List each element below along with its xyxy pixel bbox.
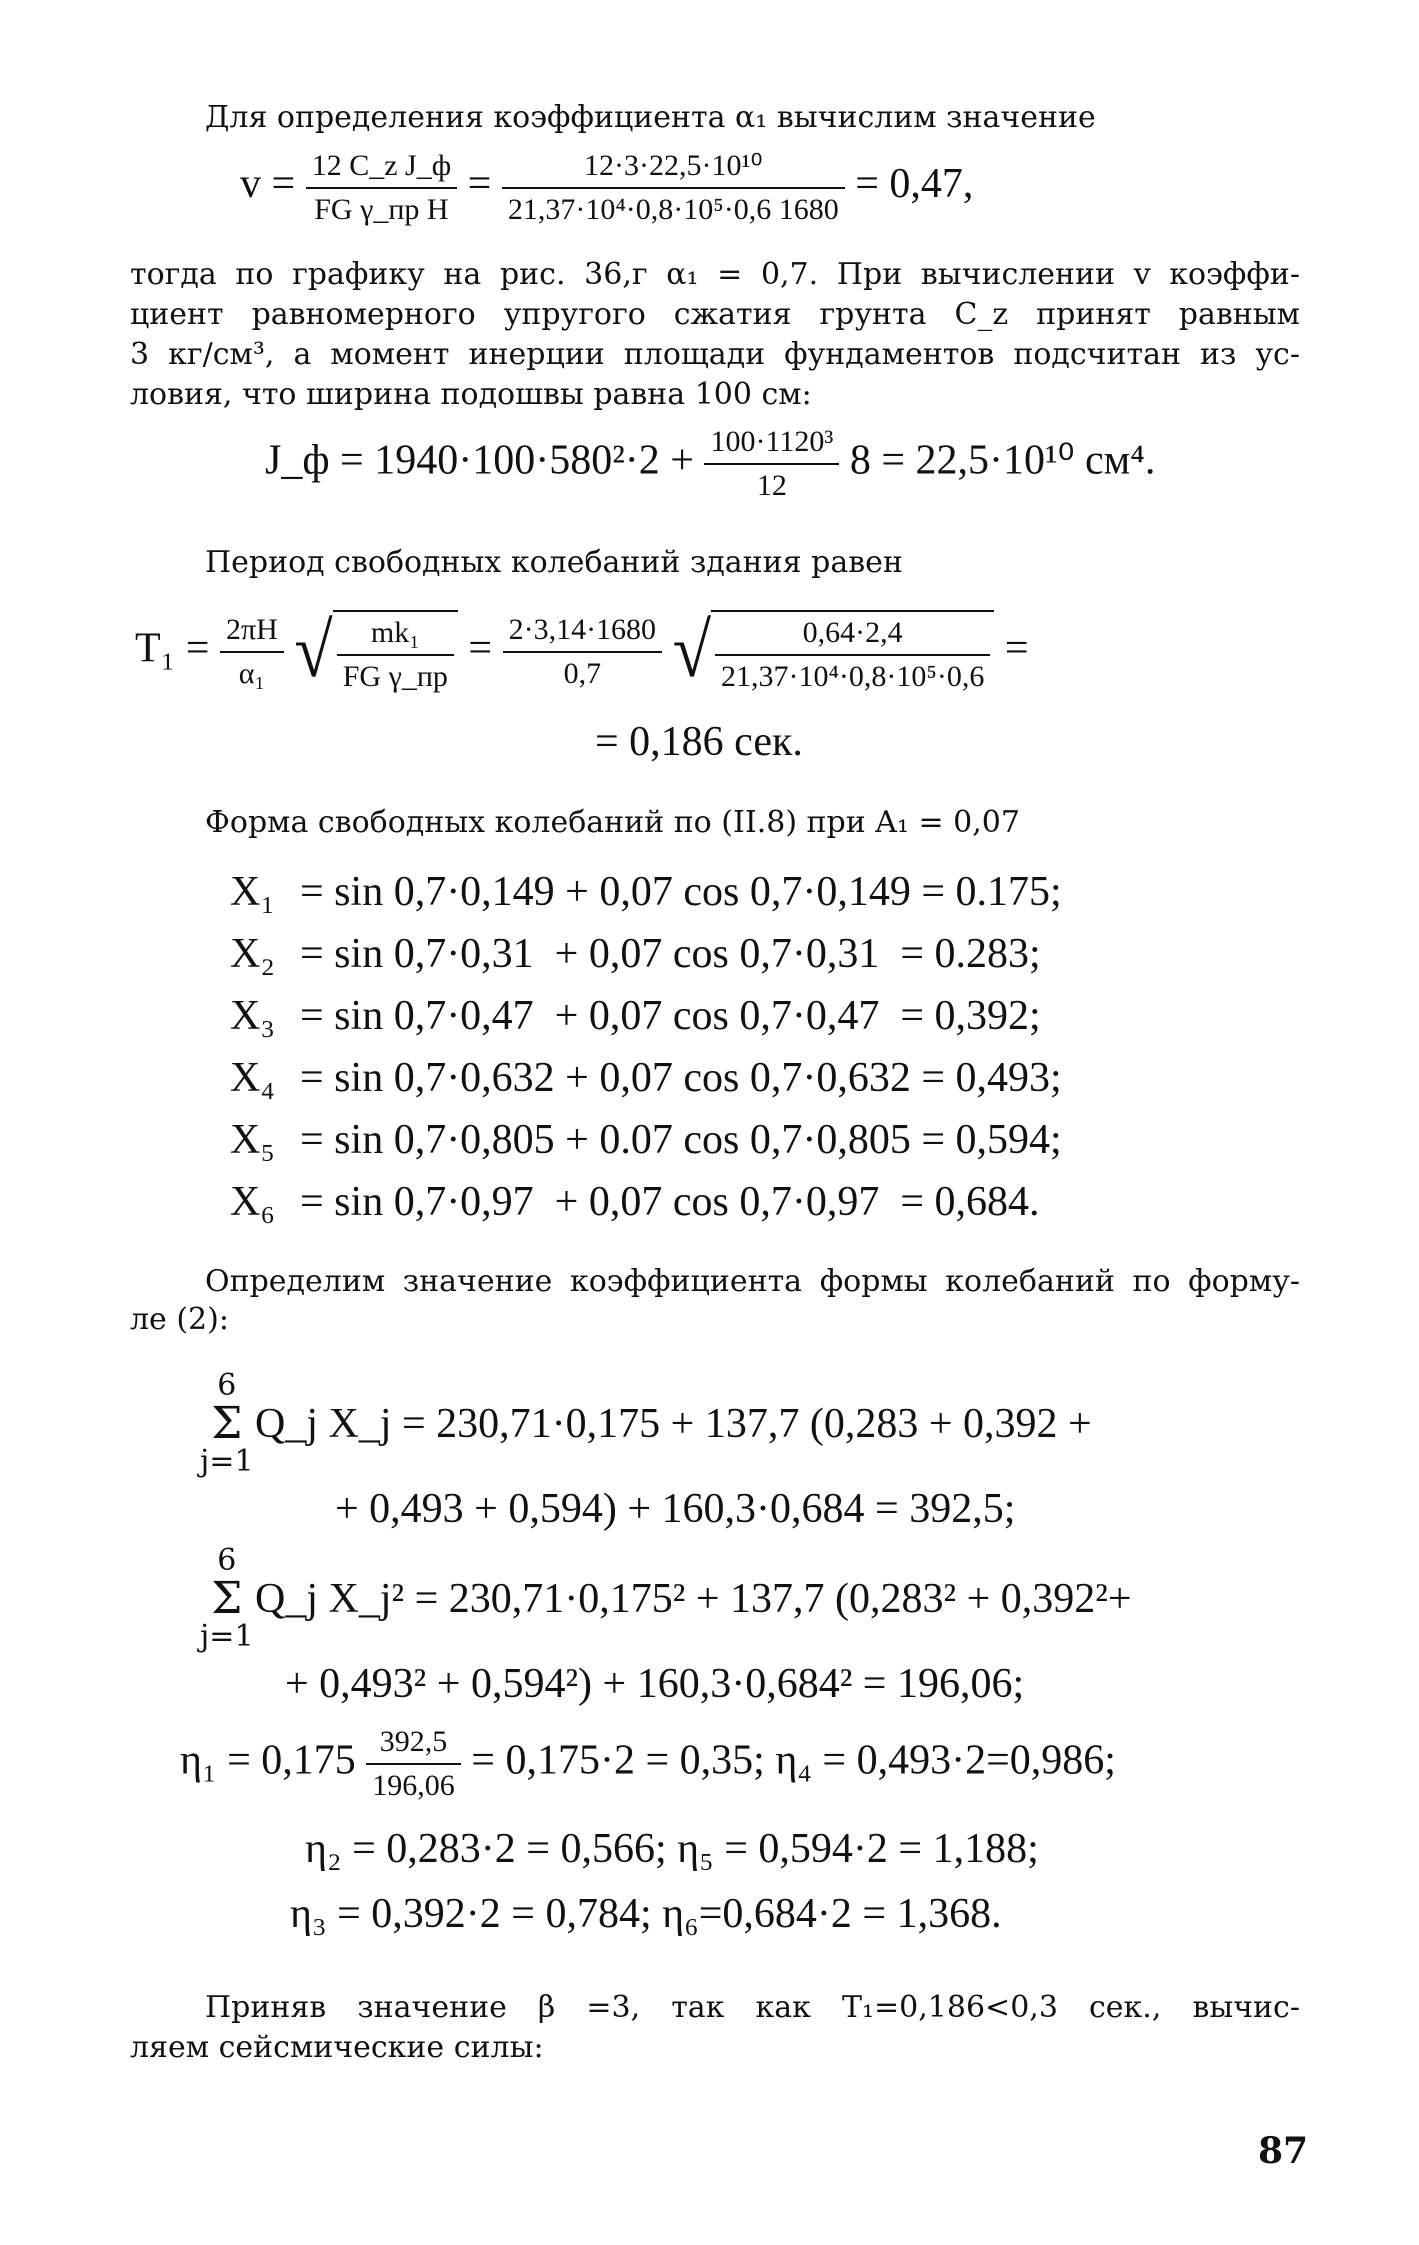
eta-row-1	[180, 1725, 1116, 1803]
x-row-expr: = sin 0,7·0,149 + 0,07 cos 0,7·0,149 = 0.175;	[300, 869, 1062, 915]
eq-T-den3: 0,7	[563, 657, 602, 690]
eq-T-sqrt2	[673, 610, 995, 694]
eq-T-den2: FG γ_пр	[342, 660, 448, 693]
x-row-expr: = sin 0,7·0,31 + 0,07 cos 0,7·0,31 = 0.283;	[300, 931, 1041, 977]
x-row	[230, 992, 1041, 1040]
p5-line1: Определим значение коэффициента формы колебаний по форму-	[205, 1264, 1300, 1299]
sigma-icon: Σ	[211, 1573, 243, 1624]
eq-v-frac1	[306, 149, 457, 227]
paragraph-6	[205, 1990, 1300, 2025]
x-row-lhs: X₄	[230, 1055, 275, 1101]
p2-line4: ловия, что ширина подошвы равна 100 см:	[130, 377, 812, 412]
eq-T-eq2: =	[1004, 625, 1029, 672]
paragraph-intro: Для определения коэффициента α₁ вычислим значение	[205, 100, 1096, 135]
sum2-operator	[200, 1545, 254, 1653]
x-row	[230, 1116, 1062, 1164]
eq-J-lhs: J_ф = 1940·100·580²·2 +	[265, 437, 694, 484]
x-row-lhs: X₅	[230, 1117, 275, 1163]
eq-T-frac3	[503, 613, 662, 691]
equation-v	[240, 148, 973, 227]
sum2-line1: Q_j X_j² = 230,71·0,175² + 137,7 (0,283² + 0,392²+	[255, 1576, 1132, 1622]
eq-T-num1: 2πH	[220, 613, 284, 653]
eq-T-den1: α₁	[238, 657, 265, 690]
sum1-line1: Q_j X_j = 230,71·0,175 + 137,7 (0,283 + 0,392 +	[255, 1401, 1092, 1447]
eq-v-den1: FG γ_пр H	[314, 192, 449, 226]
eq-v-num1: 12 C_z J_ф	[306, 149, 457, 189]
x-row-expr: = sin 0,7·0,805 + 0.07 cos 0,7·0,805 = 0,594;	[300, 1117, 1062, 1163]
eq-J-num: 100·1120³	[704, 425, 839, 465]
eq-T-eq1: =	[468, 625, 493, 672]
sum1-top: 6	[217, 1368, 237, 1403]
sum1-line2: + 0,493 + 0,594) + 160,3·0,684 = 392,5;	[335, 1486, 1016, 1532]
eq-T-den4: 21,37·10⁴·0,8·10⁵·0,6	[720, 660, 985, 693]
eta-row-2: η₂ = 0,283·2 = 0,566; η₅ = 0,594·2 = 1,188;	[305, 1826, 1039, 1872]
x-row	[230, 1178, 1040, 1226]
equation-J	[265, 425, 1155, 503]
eq-J-frac	[704, 425, 839, 503]
eq-T-num3: 2·3,14·1680	[503, 613, 662, 653]
sqrt-radical-icon: √	[672, 609, 711, 694]
sqrt-radical-icon: √	[294, 609, 333, 694]
x-row	[230, 868, 1062, 916]
eta1-rhs: = 0,175·2 = 0,35; η₄ = 0,493·2=0,986;	[471, 1737, 1116, 1784]
x-row-expr: = sin 0,7·0,97 + 0,07 cos 0,7·0,97 = 0,684.	[300, 1179, 1040, 1225]
p2-line1: тогда по графику на рис. 36,г α₁ = 0,7. При вычислении v коэффи-	[130, 257, 1300, 292]
eq-T-num2: mk₁	[337, 616, 454, 656]
x-row	[230, 1054, 1062, 1102]
sum2-top: 6	[217, 1543, 237, 1578]
eq-T-result: = 0,186 сек.	[595, 719, 803, 765]
x-row-lhs: X₃	[230, 993, 275, 1039]
paragraph-3: Период свободных колебаний здания равен	[205, 545, 903, 580]
eq-v-den2: 21,37·10⁴·0,8·10⁵·0,6 1680	[507, 193, 839, 226]
eta1-lhs: η₁ = 0,175	[180, 1737, 356, 1784]
sum2-bottom: j=1	[200, 1619, 254, 1654]
page-number: 87	[1258, 2130, 1309, 2172]
paragraph-2	[130, 255, 1300, 415]
eq-v-frac2	[502, 148, 845, 227]
x-row-lhs: X₁	[230, 869, 275, 915]
eq-v-equals: =	[467, 161, 492, 208]
x-row	[230, 930, 1041, 978]
eq-v-lhs: v =	[240, 161, 296, 208]
eq-v-result: = 0,47,	[855, 161, 974, 208]
eq-T-num4: 0,64·2,4	[715, 616, 990, 656]
eq-T-lhs: T₁ =	[135, 625, 210, 672]
eq-J-rhs: 8 = 22,5·10¹⁰ см⁴.	[849, 437, 1156, 484]
sum1-operator	[200, 1370, 254, 1478]
eta1-den: 196,06	[372, 1769, 455, 1802]
equation-T	[135, 610, 1029, 694]
eta1-num: 392,5	[366, 1725, 461, 1765]
p5-line2: ле (2):	[130, 1302, 229, 1337]
x-row-lhs: X₂	[230, 931, 275, 977]
paragraph-4: Форма свободных колебаний по (II.8) при A₁ = 0,07	[205, 805, 1020, 840]
eq-T-sqrt1	[294, 610, 458, 694]
p2-line2: циент равномерного упругого сжатия грунта C_z принят равным	[130, 297, 1300, 332]
x-row-expr: = sin 0,7·0,47 + 0,07 cos 0,7·0,47 = 0,392;	[300, 993, 1041, 1039]
eq-T-frac4	[715, 616, 990, 694]
sum2-line2: + 0,493² + 0,594²) + 160,3·0,684² = 196,06;	[285, 1661, 1025, 1707]
eta-row-3: η₃ = 0,392·2 = 0,784; η₆=0,684·2 = 1,368.	[290, 1891, 1002, 1937]
eq-v-num2: 12·3·22,5·10¹⁰	[502, 148, 845, 189]
p2-line3: 3 кг/см³, а момент инерции площади фундаментов подсчитан из ус-	[130, 337, 1300, 372]
eq-T-frac2	[337, 616, 454, 694]
x-row-lhs: X₆	[230, 1179, 275, 1225]
paragraph-5	[205, 1262, 1300, 1302]
sum-operator	[200, 1545, 254, 1653]
eq-J-den: 12	[756, 469, 787, 502]
sum1-bottom: j=1	[200, 1444, 254, 1479]
sum-operator	[200, 1370, 254, 1478]
x-row-expr: = sin 0,7·0,632 + 0,07 cos 0,7·0,632 = 0,493;	[300, 1055, 1062, 1101]
eta1-frac	[366, 1725, 461, 1803]
p6-line2: ляем сейсмические силы:	[130, 2030, 544, 2065]
sigma-icon: Σ	[211, 1398, 243, 1449]
eq-T-frac1	[220, 613, 284, 691]
p6-line1: Приняв значение β =3, так как T₁=0,186<0,3 сек., вычис-	[205, 1990, 1300, 2025]
